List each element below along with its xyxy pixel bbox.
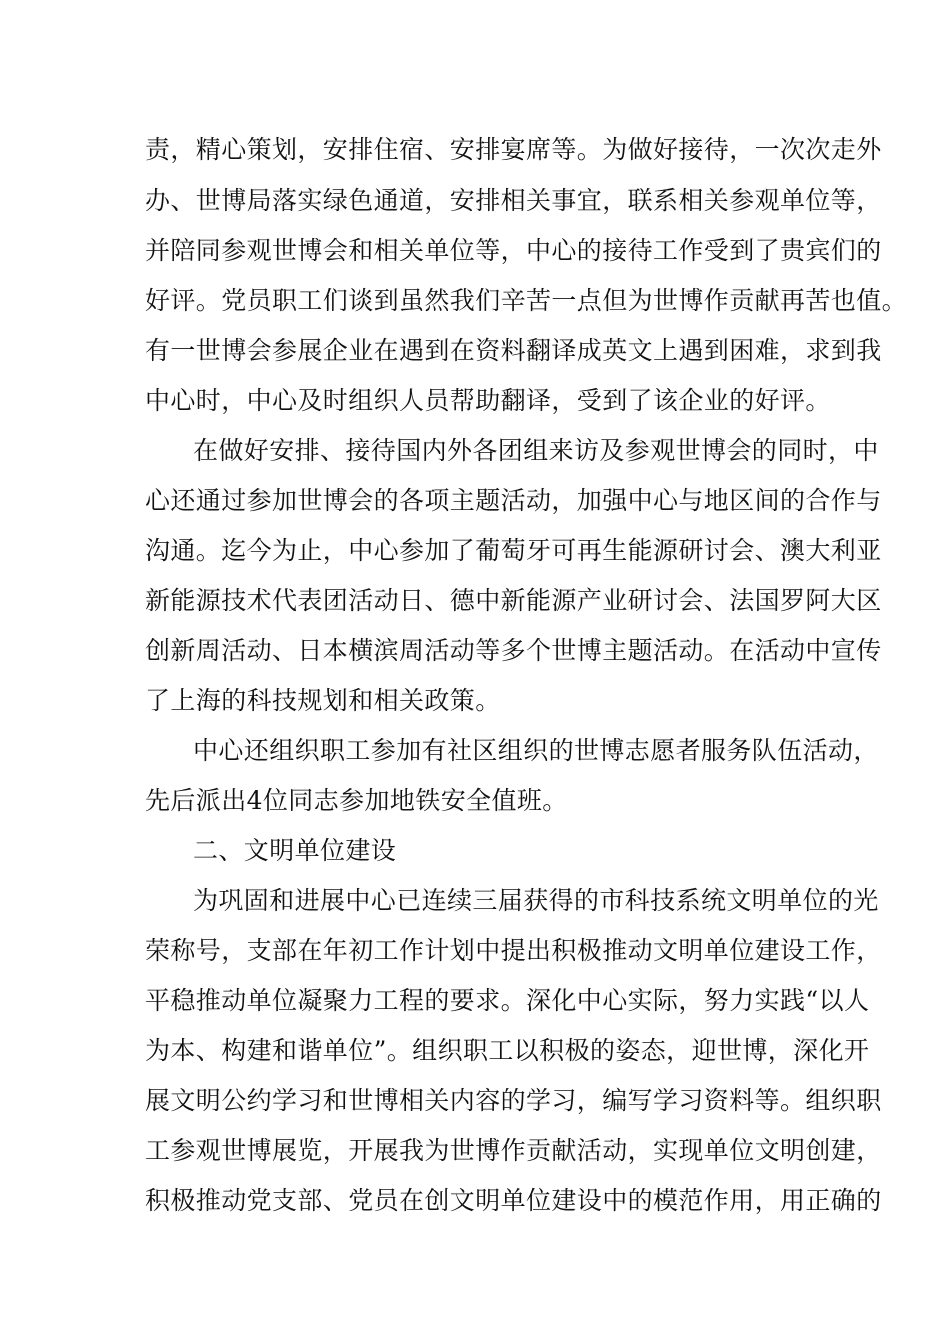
paragraph-first-line: 为巩固和进展中心已连续三届获得的市科技系统文明单位的光: [193, 886, 879, 915]
section-heading: 二、文明单位建设: [193, 836, 397, 865]
text-line: 先后派出4位同志参加地铁安全值班。: [145, 786, 568, 815]
text-line: 平稳推动单位凝聚力工程的要求。深化中心实际，努力实践“以人: [145, 986, 870, 1015]
paragraph-first-line: 在做好安排、接待国内外各团组来访及参观世博会的同时，中: [193, 436, 879, 465]
text-line: 有一世博会参展企业在遇到在资料翻译成英文上遇到困难，求到我: [145, 336, 882, 365]
text-line: 展文明公约学习和世博相关内容的学习，编写学习资料等。组织职: [145, 1086, 882, 1115]
text-line: 荣称号，支部在年初工作计划中提出积极推动文明单位建设工作，: [145, 936, 882, 965]
text-line: 好评。党员职工们谈到虽然我们辛苦一点但为世博作贡献再苦也值。: [145, 286, 908, 315]
text-line: 工参观世博展览，开展我为世博作贡献活动，实现单位文明创建，: [145, 1136, 882, 1165]
text-line: 创新周活动、日本横滨周活动等多个世博主题活动。在活动中宣传: [145, 636, 882, 665]
text-line: 并陪同参观世博会和相关单位等，中心的接待工作受到了贵宾们的: [145, 236, 882, 265]
text-line: 办、世博局落实绿色通道，安排相关事宜，联系相关参观单位等，: [145, 186, 882, 215]
paragraph-first-line: 中心还组织职工参加有社区组织的世博志愿者服务队伍活动，: [193, 736, 879, 765]
text-line: 沟通。迄今为止，中心参加了葡萄牙可再生能源研讨会、澳大利亚: [145, 536, 882, 565]
text-line: 为本、构建和谐单位”。组织职工以积极的姿态，迎世博，深化开: [145, 1036, 870, 1065]
text-line: 了上海的科技规划和相关政策。: [145, 686, 501, 715]
text-line: 中心时，中心及时组织人员帮助翻译，受到了该企业的好评。: [145, 386, 831, 415]
text-line: 心还通过参加世博会的各项主题活动，加强中心与地区间的合作与: [145, 486, 882, 515]
text-line: 积极推动党支部、党员在创文明单位建设中的模范作用，用正确的: [145, 1186, 882, 1215]
text-line: 责，精心策划，安排住宿、安排宴席等。为做好接待，一次次走外: [145, 135, 882, 164]
text-line: 新能源技术代表团活动日、德中新能源产业研讨会、法国罗阿大区: [145, 586, 882, 615]
